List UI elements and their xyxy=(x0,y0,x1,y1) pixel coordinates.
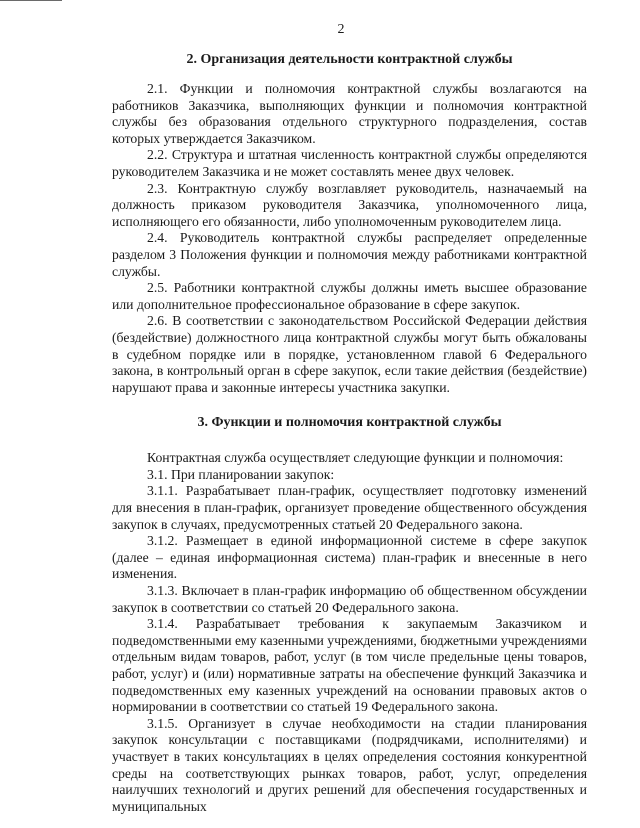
paragraph-3-1-2: 3.1.2. Размещает в единой информационной системе в сфере закупок (далее – единая информационная система) план-график и внесенные в него изменения. xyxy=(112,533,587,582)
section-3 xyxy=(112,415,587,815)
page-number: 2 xyxy=(337,22,345,37)
paragraph-3-1: 3.1. При планировании закупок: xyxy=(147,466,335,482)
paragraph-2-4: 2.4. Руководитель контрактной службы распределяет определенные разделом 3 Положения функции и полномочия между работниками контрактной службы. xyxy=(112,230,587,279)
document-body xyxy=(112,52,587,815)
top-rule xyxy=(0,0,62,1)
section-2 xyxy=(112,52,587,396)
paragraph-3-intro: Контрактная служба осуществляет следующие функции и полномочия: xyxy=(147,450,564,466)
paragraph-3-1-3: 3.1.3. Включает в план-график информацию об общественном обсуждении закупок в соответствии со статьей 20 Федерального закона. xyxy=(112,583,587,615)
paragraph-3-1-4: 3.1.4. Разрабатывает требования к закупаемым Заказчиком и подведомственными ему казенными учреждениями, бюджетными учреждениями отдельным видам товаров, работ, услуг (в том числе предельные цены товаров, работ, услуг) и (или) нормативные затраты на обеспечение функций Заказчика и подведомственных ему казенных учреждений на основании правовых актов о нормировании в соответствии со статьей 19 Федерального закона. xyxy=(112,616,587,715)
paragraph-2-3: 2.3. Контрактную службу возглавляет руководитель, назначаемый на должность приказом руководителя Заказчика, уполномоченного лица, исполняющего его обязанности, либо уполномоченным руководителем лица. xyxy=(112,180,587,229)
section-3-title: 3. Функции и полномочия контрактной службы xyxy=(197,415,502,431)
section-2-title: 2. Организация деятельности контрактной службы xyxy=(186,52,513,67)
paragraph-3-1-1: 3.1.1. Разрабатывает план-график, осуществляет подготовку изменений для внесения в план-график, организует проведение общественного обсуждения закупок в случаях, предусмотренных статьей 20 Федерального закона. xyxy=(112,483,587,532)
paragraph-2-5: 2.5. Работники контрактной службы должны иметь высшее образование или дополнительное профессиональное образование в сфере закупок. xyxy=(112,280,587,312)
paragraph-2-2: 2.2. Структура и штатная численность контрактной службы определяются руководителем Заказчика и не может составлять менее двух человек. xyxy=(112,147,587,179)
paragraph-2-1: 2.1. Функции и полномочия контрактной службы возлагаются на работников Заказчика, выполняющих функции и полномочия контрактной службы без образования отдельного структурного подразделения, состав которых утверждается Заказчиком. xyxy=(112,81,587,146)
paragraph-2-6: 2.6. В соответствии с законодательством Российской Федерации действия (бездействие) должностного лица контрактной службы могут быть обжалованы в судебном порядке или в порядке, установленном главой 6 Федерального закона, в контрольный орган в сфере закупок, если такие действия (бездействие) нарушают права и законные интересы участника закупки. xyxy=(112,313,587,395)
paragraph-3-1-5: 3.1.5. Организует в случае необходимости на стадии планирования закупок консультации с поставщиками (подрядчиками, исполнителями) и участвует в таких консультациях в целях определения состояния конкурентной среды на соответствующих рынках товаров, работ, услуг, определения наилучших технологий и других решений для обеспечения государственных и муниципальных xyxy=(112,715,587,814)
